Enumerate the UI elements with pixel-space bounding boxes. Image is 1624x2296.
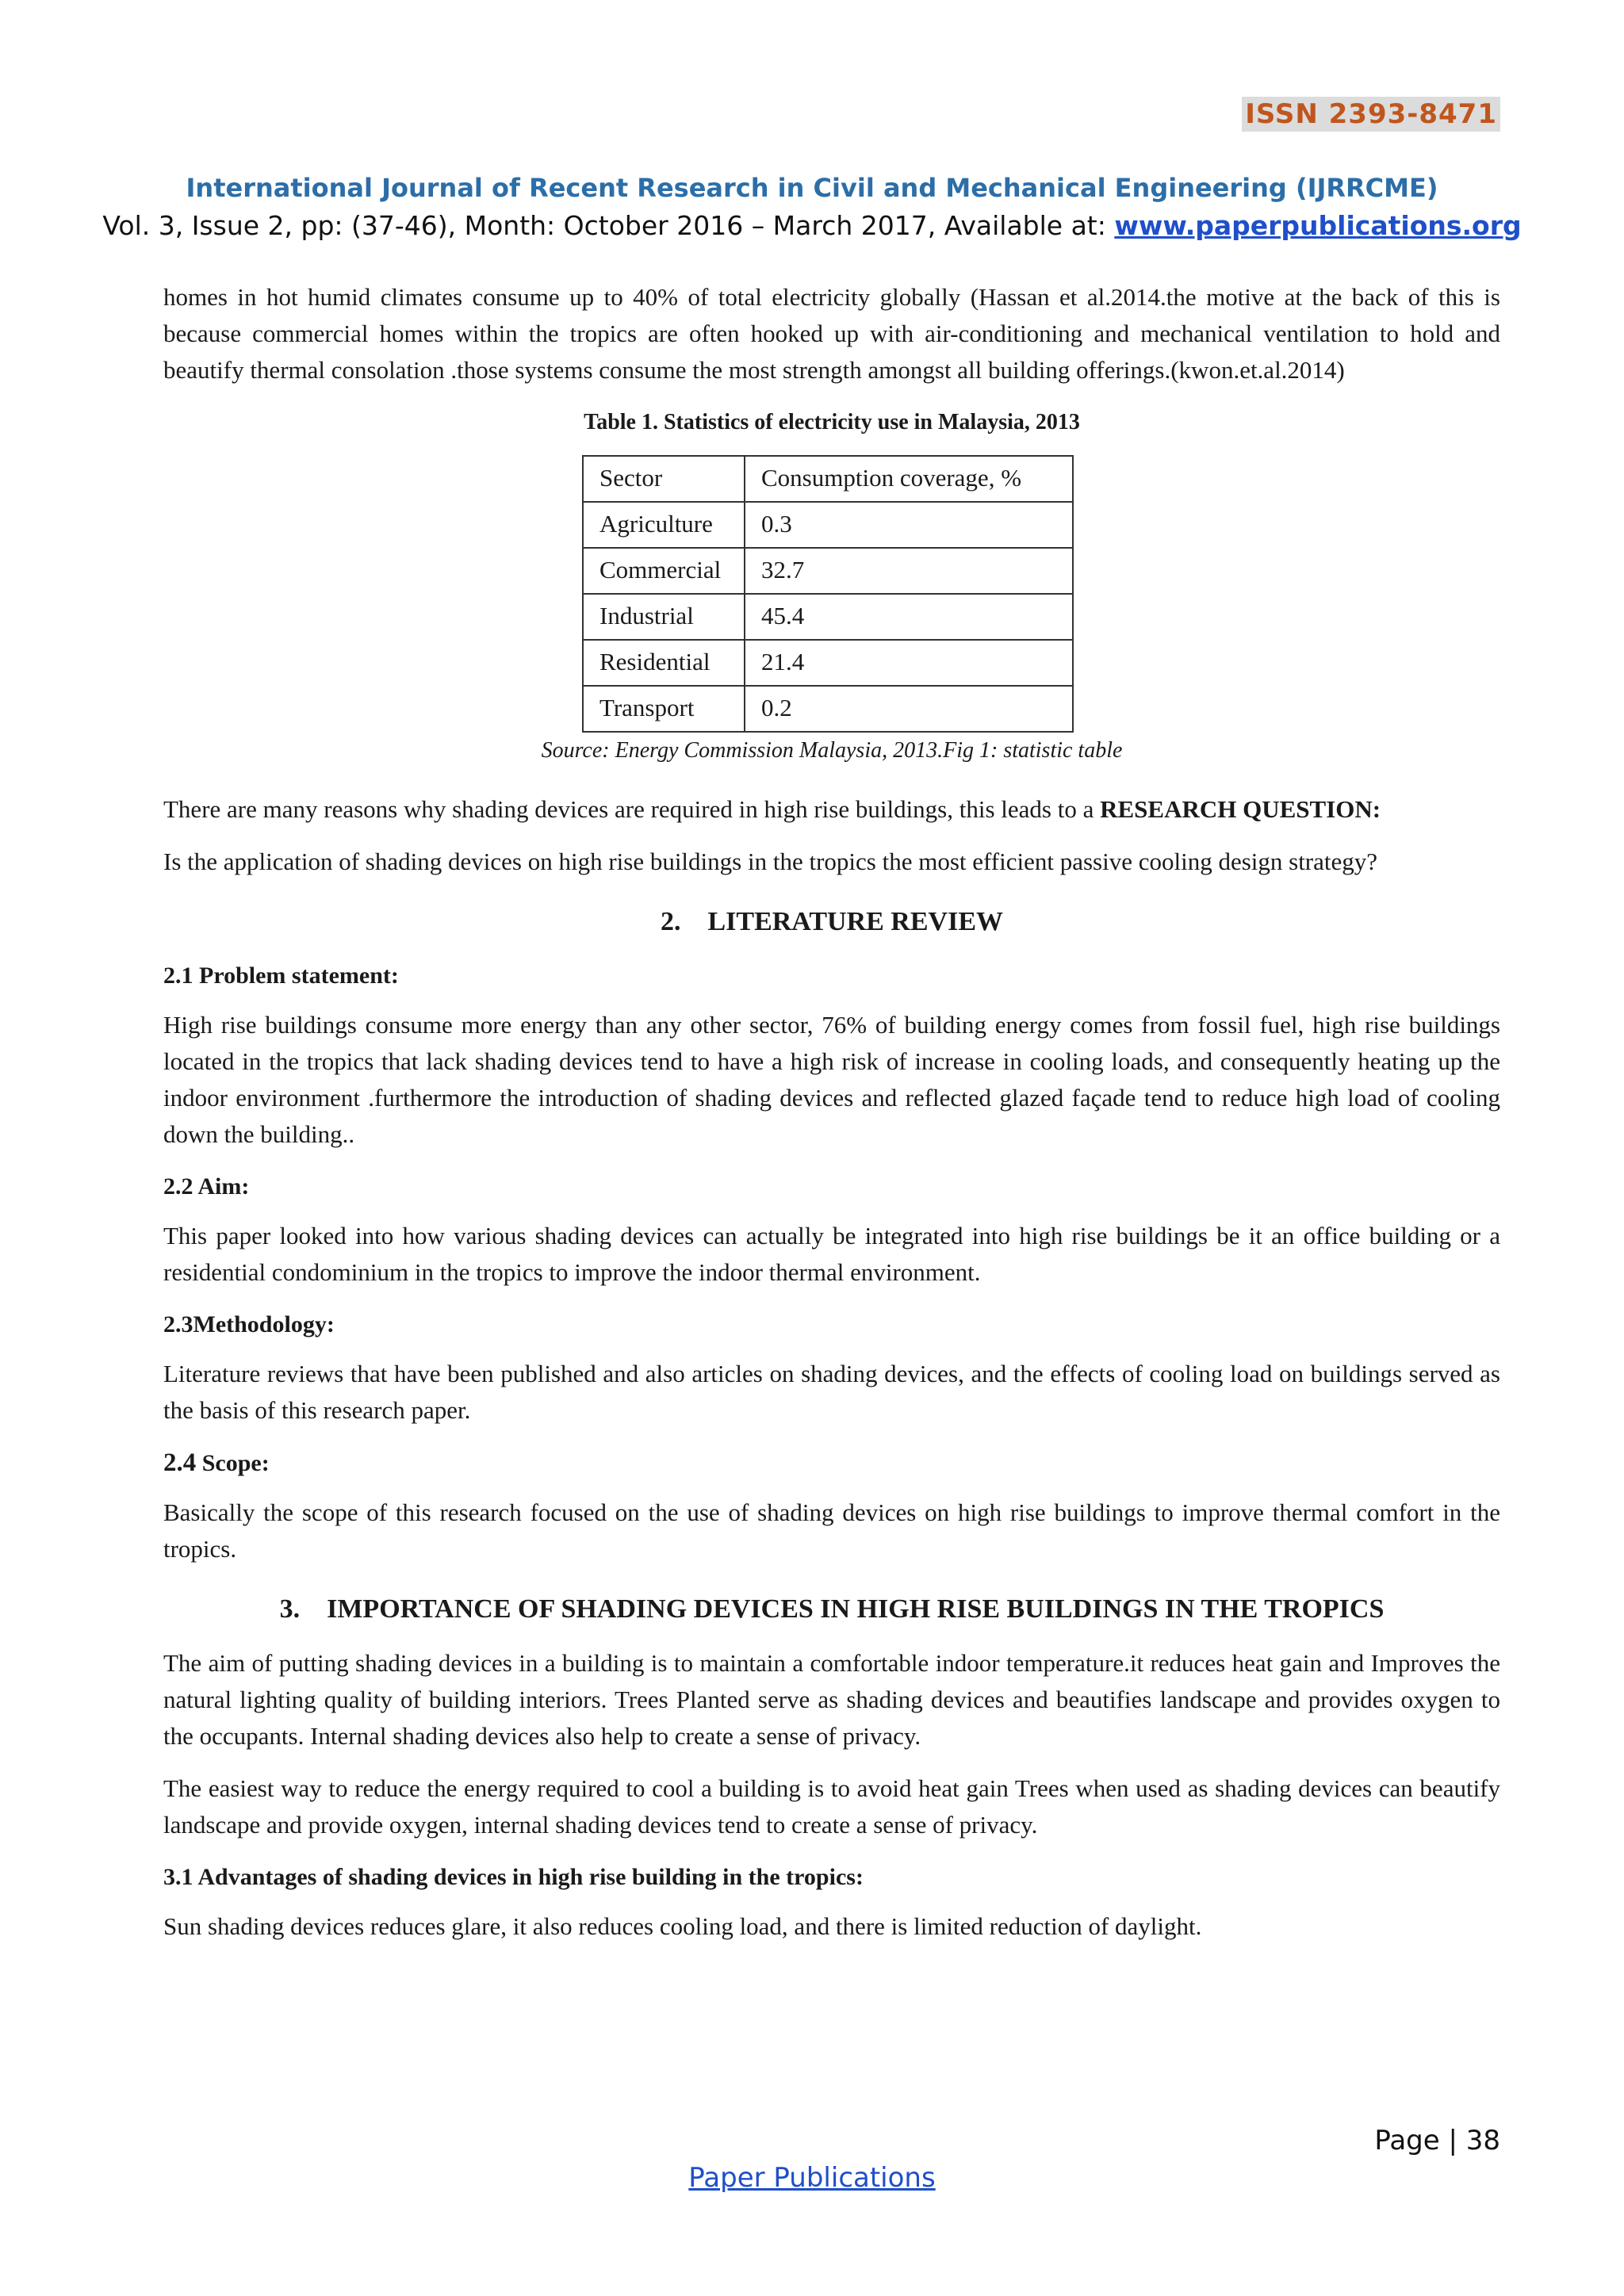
subsection-2-4-heading bbox=[163, 1445, 1500, 1482]
table-cell-sector: Residential bbox=[583, 640, 745, 686]
table-row bbox=[583, 686, 1073, 732]
volume-text: Vol. 3, Issue 2, pp: (37-46), Month: October 2016 – March 2017, Available at: bbox=[102, 210, 1115, 241]
section-3-paragraph-2: The easiest way to reduce the energy required to cool a building is to avoid heat gain Trees when used as shading devices can beautify landscape and provide oxygen, internal shading devices tend to create a sense of privacy. bbox=[163, 1774, 1500, 1839]
table-cell-value: 32.7 bbox=[745, 548, 1073, 594]
subsection-2-3-heading: 2.3Methodology: bbox=[163, 1311, 335, 1337]
table-cell-value: 45.4 bbox=[745, 594, 1073, 640]
journal-title: International Journal of Recent Research in Civil and Mechanical Engineering (IJRRCME) bbox=[186, 173, 1438, 203]
research-question-label: RESEARCH QUESTION: bbox=[1100, 795, 1381, 823]
table-caption: Table 1. Statistics of electricity use in Malaysia, 2013 bbox=[584, 410, 1080, 434]
table-cell-value: 0.2 bbox=[745, 686, 1073, 732]
table-row bbox=[583, 640, 1073, 686]
statistics-table bbox=[582, 455, 1074, 733]
table-cell-sector: Commercial bbox=[583, 548, 745, 594]
page-content bbox=[163, 279, 1500, 1961]
subsection-2-1-heading: 2.1 Problem statement: bbox=[163, 962, 399, 989]
table-cell-value: 0.3 bbox=[745, 502, 1073, 548]
website-link[interactable]: www.paperpublications.org bbox=[1114, 210, 1522, 241]
subsection-3-1-heading: 3.1 Advantages of shading devices in high rise building in the tropics: bbox=[163, 1864, 864, 1890]
table-header-row bbox=[583, 456, 1073, 502]
section-3-heading: 3. IMPORTANCE OF SHADING DEVICES IN HIGH RISE BUILDINGS IN THE TROPICS bbox=[279, 1594, 1385, 1624]
footer bbox=[0, 2162, 1624, 2194]
subsection-2-4-text: Basically the scope of this research focused on the use of shading devices on high rise buildings to improve thermal comfort in the tropics. bbox=[163, 1498, 1500, 1563]
table-source: Source: Energy Commission Malaysia, 2013.Fig 1: statistic table bbox=[541, 738, 1123, 763]
intro-paragraph: homes in hot humid climates consume up to 40% of total electricity globally (Hassan et al.2014.the motive at the back of this is because commercial homes within the tropics are often hooked up with air-conditioning and mechanical ventilation to hold and beautify thermal consolation .those systems consume the most strength amongst all building offerings.(kwon.et.al.2014) bbox=[163, 283, 1500, 384]
subsection-2-2-heading: 2.2 Aim: bbox=[163, 1173, 250, 1200]
subsection-2-4-title: Scope: bbox=[201, 1450, 270, 1476]
table-cell-sector: Transport bbox=[583, 686, 745, 732]
journal-volume-line bbox=[0, 210, 1624, 241]
table-cell-value: 21.4 bbox=[745, 640, 1073, 686]
table-header-cell: Sector bbox=[583, 456, 745, 502]
research-question-text: Is the application of shading devices on high rise buildings in the tropics the most efficient passive cooling design strategy? bbox=[163, 848, 1378, 875]
table-row bbox=[583, 548, 1073, 594]
page-number: Page | 38 bbox=[1374, 2125, 1500, 2156]
table-cell-sector: Industrial bbox=[583, 594, 745, 640]
subsection-2-4-number: 2.4 bbox=[163, 1448, 197, 1477]
table-row bbox=[583, 502, 1073, 548]
subsection-2-1-text: High rise buildings consume more energy than any other sector, 76% of building energy comes from fossil fuel, high rise buildings located in the tropics that lack shading devices tend to have a high risk of increase in cooling loads, and consequently heating up the indoor environment .furthermore the introduction of shading devices and reflected glazed façade tend to reduce high load of cooling down the building.. bbox=[163, 1011, 1500, 1148]
publisher-link[interactable]: Paper Publications bbox=[688, 2162, 936, 2194]
section-3-paragraph-1: The aim of putting shading devices in a building is to maintain a comfortable indoor temperature.it reduces heat gain and Improves the natural lighting quality of building interiors. Trees Planted serve as shading devices and beautifies landscape and provides oxygen to the occupants. Internal shading devices also help to create a sense of privacy. bbox=[163, 1649, 1500, 1750]
section-2-heading: 2. LITERATURE REVIEW bbox=[660, 907, 1003, 936]
issn-badge: ISSN 2393-8471 bbox=[1242, 97, 1500, 132]
table-cell-sector: Agriculture bbox=[583, 502, 745, 548]
research-question-lead bbox=[163, 791, 1500, 828]
subsection-3-1-text: Sun shading devices reduces glare, it also reduces cooling load, and there is limited reduction of daylight. bbox=[163, 1912, 1202, 1940]
subsection-2-3-text: Literature reviews that have been published and also articles on shading devices, and the effects of cooling load on buildings served as the basis of this research paper. bbox=[163, 1360, 1500, 1424]
table-header-cell: Consumption coverage, % bbox=[745, 456, 1073, 502]
table-row bbox=[583, 594, 1073, 640]
subsection-2-2-text: This paper looked into how various shading devices can actually be integrated into high rise buildings be it an office building or a residential condominium in the tropics to improve the indoor thermal environment. bbox=[163, 1222, 1500, 1286]
research-lead-text: There are many reasons why shading devices are required in high rise buildings, this leads to a bbox=[163, 795, 1101, 823]
